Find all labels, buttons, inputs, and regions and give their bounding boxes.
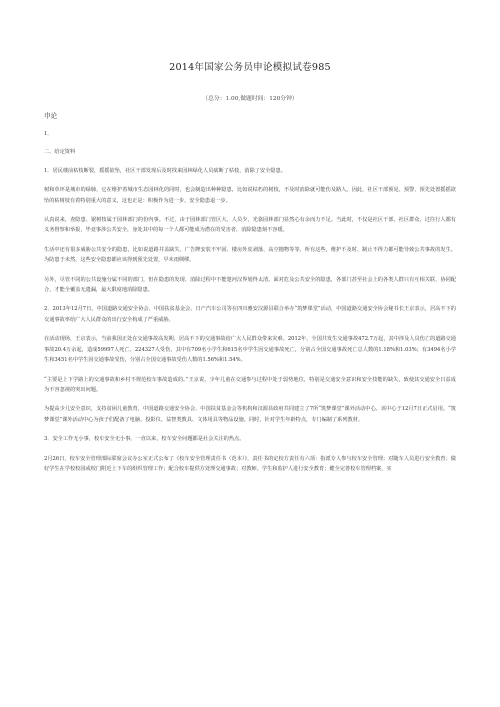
paragraph: “主要是上下学路上的交通事故和乡村不规范校车事故造成的。”王京说，少年儿童在交通参与过程中处于弱势地位，特别是交通安全意识和安全技能的缺失，致使其交通安全日益成为不容忽视的突出问题。 bbox=[44, 376, 456, 393]
paragraph: 2．2013年12月7日，中国道路交通安全协会、中国扶贫基金会、日产汽车公司等在四川雅安汉源县联合举办“筑梦课堂”活动，中国道路交通安全协会秘书长王京表示，居高不下的交通事故率给广大人民群众的出行安全构成了严重威胁。 bbox=[44, 306, 456, 323]
exam-meta: （总分：1.00,做题时间：120分钟） bbox=[202, 96, 298, 102]
paragraph: 为提高少儿安全意识，支持贫困儿童教育，中国道路交通安全协会、中国扶贫基金会等机构和汉源县政府共同建立了7所“筑梦课堂”课外活动中心。该中心于12月7日正式启用。“筑梦课堂”课外活动中心为孩子们配备了电脑、投影仪、益智类教具、文体用具等物品设施。同时，针对学生年龄特点，专门编制了系列教材。 bbox=[44, 406, 456, 423]
paragraph: 另外，尽管不同的公共设施分属不同的部门，但在隐患的发现、消除过程中不能楚河汉界划得太清。面对危及公共安全的隐患，各部门甚至社会上的各类人群只有互相关联、协同配合，才能全覆盖无遗漏，最大限度地消除隐患。 bbox=[44, 276, 456, 294]
question-number: 1． bbox=[44, 131, 53, 137]
paragraph: 3．安全工作无小事，校车安全无小事。一直以来，校车安全问题都是社会关注的热点。 bbox=[44, 436, 245, 443]
paragraph: 1．居民楼前枯枝断裂，摇摇欲坠，社区干部发现后及时找来园林绿化人员砍断了枯枝，消除了安全隐患。 bbox=[44, 167, 286, 174]
document-title: 2014年国家公务员申论模拟试卷985 bbox=[169, 62, 331, 73]
paragraph: 生活中还有很多威胁公共安全的隐患，比如说道路井盖缺失、广告牌安装不牢固、楼房外皮剥落、高空抛物等等。所有这些，维护不及时、制止不得力都可能导致公共事故的发生。为防患于未然，这些安全隐患都应该得到预先处置，早未雨绸缪。 bbox=[44, 246, 456, 264]
paragraph: 2月26日，校车安全管理部际联席会议办公室正式公布了《校车安全管理责任书（范本）》，责任书的定校方责任有六项：指派专人参与校车安全管理；对随车人员进行安全教育；做好学生在学校校园或校门附近上下车的组织管理工作；配合校车提供方处理交通事故；对教师、学生和监护人进行安全教育；健全完善校车管理档案，实 bbox=[44, 455, 456, 472]
paragraph: 在活动现场，王京表示，当前我国正处在交通事故高发期，居高不下的交通事故给广大人民群众带来灾难。2012年，全国共发生交通事故472.7万起，其中涉及人员伤亡的道路交通事故20.4万余起，造成59997人死亡、224327人受伤，其中有709名小学生和615名中学生因交通事故死亡，分别占全国交通事故死亡总人数的1.18%和1.03%；有3494名小学生和3451名中学生因交通事故受伤，分别占全国交通事故受伤人数的1.56%和1.54%。 bbox=[44, 336, 456, 364]
section-heading: 申论 bbox=[44, 112, 58, 120]
document-body bbox=[44, 111, 456, 474]
materials-heading: 二、给定资料 bbox=[44, 149, 76, 156]
paragraph: 树和草坪是城市的绿肺，它在维护着城市生态园林化的同时，也会制造出种种隐患，比如说枯朽的树枝，不及时消除就可能伤及路人。因此，社区干部预见、预警、预先处置摇摇欲坠的枯树枝有着特别重大的意义，这也正是：积极作为进一步，安全隐患退一步。 bbox=[44, 187, 456, 204]
paragraph: 认真说来，查隐患、锯树枝属于园林部门的份内事。不过，由于园林部门管区大、人员少，光靠园林部门显然心有余而力不足。当此时，不仅是社区干部，社区群众、过往行人都有义务督察和举报，毕竟事涉公共安全，身处其中的每一个人都可能成为潜在的受害者，消除隐患刻不容缓。 bbox=[44, 217, 456, 234]
